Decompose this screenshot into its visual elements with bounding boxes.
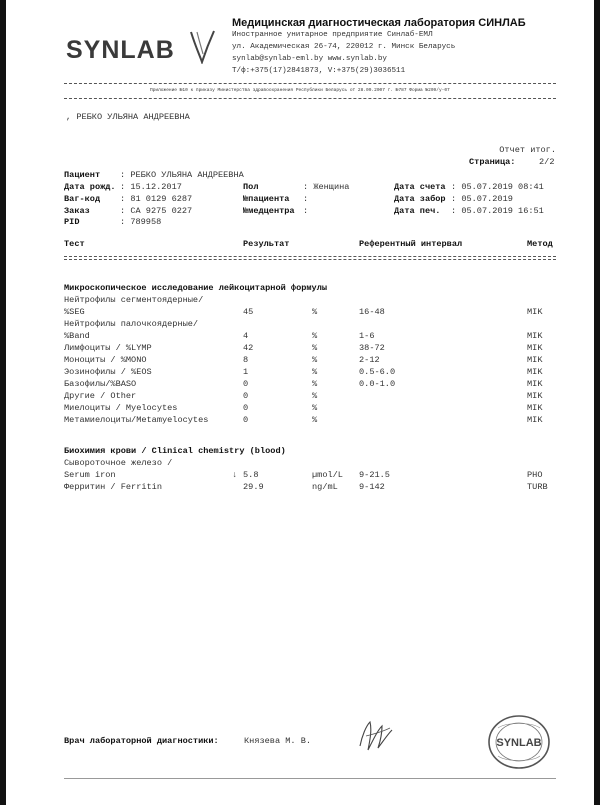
columns-divider [64,256,556,257]
result-value: 8 [243,355,249,365]
lab-phones: T/ф:+375(17)2841873, V:+375(29)3036511 [232,67,406,75]
unit: % [312,331,318,341]
reference-range: 16-48 [359,307,385,317]
test-name: Serum iron [64,470,116,480]
right-page-edge [594,0,600,805]
dob-value: : 15.12.2017 [120,182,182,192]
unit: µmol/L [312,470,343,480]
test-name: Нейтрофилы палочкоядерные/ [64,319,199,329]
order-value: : СА 9275 0227 [120,206,193,216]
col-header-result: Результат [243,239,290,249]
table-row [64,295,203,305]
patient-label: Пациент [64,170,101,180]
recipient-name: , РЕБКО УЛЬЯНА АНДРЕЕВНА [66,112,190,122]
section-title-chemistry: Биохимия крови / Clinical chemistry (blood) [64,446,286,456]
patient-name: : РЕБКО УЛЬЯНА АНДРЕЕВНА [120,170,244,180]
sample-date-label: Дата забор [394,194,446,204]
result-value: 42 [243,343,254,353]
test-name: Другие / Other [64,391,137,401]
report-type: Отчет итог. [499,145,556,155]
doctor-name: Князева М. В. [244,736,312,746]
columns-divider-2 [64,259,556,260]
result-value: 0 [243,391,249,401]
result-value: 4 [243,331,249,341]
col-header-test: Тест [64,239,85,249]
method: MIK [527,403,543,413]
method: TURB [527,482,548,492]
unit: % [312,391,318,401]
synlab-stamp [486,712,552,772]
col-header-method: Метод [527,239,553,249]
test-name: Миелоциты / Myelocytes [64,403,178,413]
sex-label: Пол [243,182,259,192]
result-value: 29.9 [243,482,264,492]
invoice-date-value: : 05.07.2019 08:41 [451,182,544,192]
reference-range: 0.5-6.0 [359,367,396,377]
regulation-line: Приложение №10 к приказу Министерства здравоохранения Республики Беларусь от 28.09.2007 г. №787 Форма №209/у-07 [150,88,450,93]
reference-range: 38-72 [359,343,385,353]
test-name: Эозинофилы / %EOS [64,367,152,377]
svg-text:SYNLAB: SYNLAB [496,737,542,749]
dob-label: Дата рожд. [64,182,116,192]
synlab-logo: SYNLAB [66,36,175,64]
print-date-value: : 05.07.2019 16:51 [451,206,544,216]
reference-range: 0.0-1.0 [359,379,396,389]
method: MIK [527,379,543,389]
reference-range: 9-21.5 [359,470,390,480]
low-flag: ↓ [232,470,238,480]
sample-date-value: : 05.07.2019 [451,194,513,204]
lab-contacts: synlab@synlab-eml.by www.synlab.by [232,55,387,63]
print-date-label: Дата печ. [394,206,441,216]
patient-id-label: №пациента [243,194,290,204]
test-name: %SEG [64,307,85,317]
col-header-reference: Референтный интервал [359,239,463,249]
method: MIK [527,367,543,377]
test-name: %Band [64,331,90,341]
doctor-label: Врач лабораторной диагностики: [64,736,219,746]
test-name: Базофилы/%BASO [64,379,137,389]
unit: % [312,307,318,317]
result-value: 0 [243,415,249,425]
unit: % [312,367,318,377]
test-name: Моноциты / %MONO [64,355,147,365]
lab-address: ул. Академическая 26-74, 220012 г. Минск Беларусь [232,43,456,51]
header-divider [64,83,556,84]
left-page-edge [0,0,6,805]
lab-name: Медицинская диагностическая лаборатория СИНЛАБ [232,17,526,29]
regulation-divider [64,98,556,99]
unit: % [312,355,318,365]
footer-divider [64,778,556,779]
logo-swoosh-icon [188,28,216,64]
result-value: 0 [243,379,249,389]
center-value: : [303,206,309,216]
reference-range: 2-12 [359,355,380,365]
lab-subtitle: Иностранное унитарное предприятие Синлаб-ЕМЛ [232,31,433,39]
test-name: Лимфоциты / %LYMP [64,343,152,353]
pid-label: PID [64,217,80,227]
order-label: Заказ [64,206,90,216]
page-value: 2/2 [539,157,555,167]
page-label: Страница: [469,157,516,167]
method: MIK [527,391,543,401]
reference-range: 1-6 [359,331,375,341]
barcode-value: : 81 0129 6287 [120,194,193,204]
unit: % [312,343,318,353]
test-name: Нейтрофилы сегментоядерные/ [64,295,204,305]
method: MIK [527,415,543,425]
result-value: 45 [243,307,254,317]
test-name: Ферритин / Ferritin [64,482,162,492]
barcode-label: Ваг-код [64,194,101,204]
method: MIK [527,307,543,317]
invoice-date-label: Дата счета [394,182,446,192]
result-value: 0 [243,403,249,413]
pid-value: : 789958 [120,217,162,227]
patient-id-value: : [303,194,309,204]
test-name: Метамиелоциты/Metamyelocytes [64,415,209,425]
reference-range: 9-142 [359,482,385,492]
test-name: Сывороточное железо / [64,458,173,468]
method: PHO [527,470,543,480]
method: MIK [527,355,543,365]
unit: % [312,415,318,425]
sex-value: : Женщина [303,182,350,192]
handwritten-signature [352,716,398,756]
unit: ng/mL [312,482,338,492]
center-label: №медцентра [243,206,295,216]
section-title-leukocyte: Микроскопическое исследование лейкоцитарной формулы [64,283,328,293]
unit: % [312,403,318,413]
result-value: 1 [243,367,249,377]
unit: % [312,379,318,389]
method: MIK [527,331,543,341]
method: MIK [527,343,543,353]
result-value: 5.8 [243,470,259,480]
